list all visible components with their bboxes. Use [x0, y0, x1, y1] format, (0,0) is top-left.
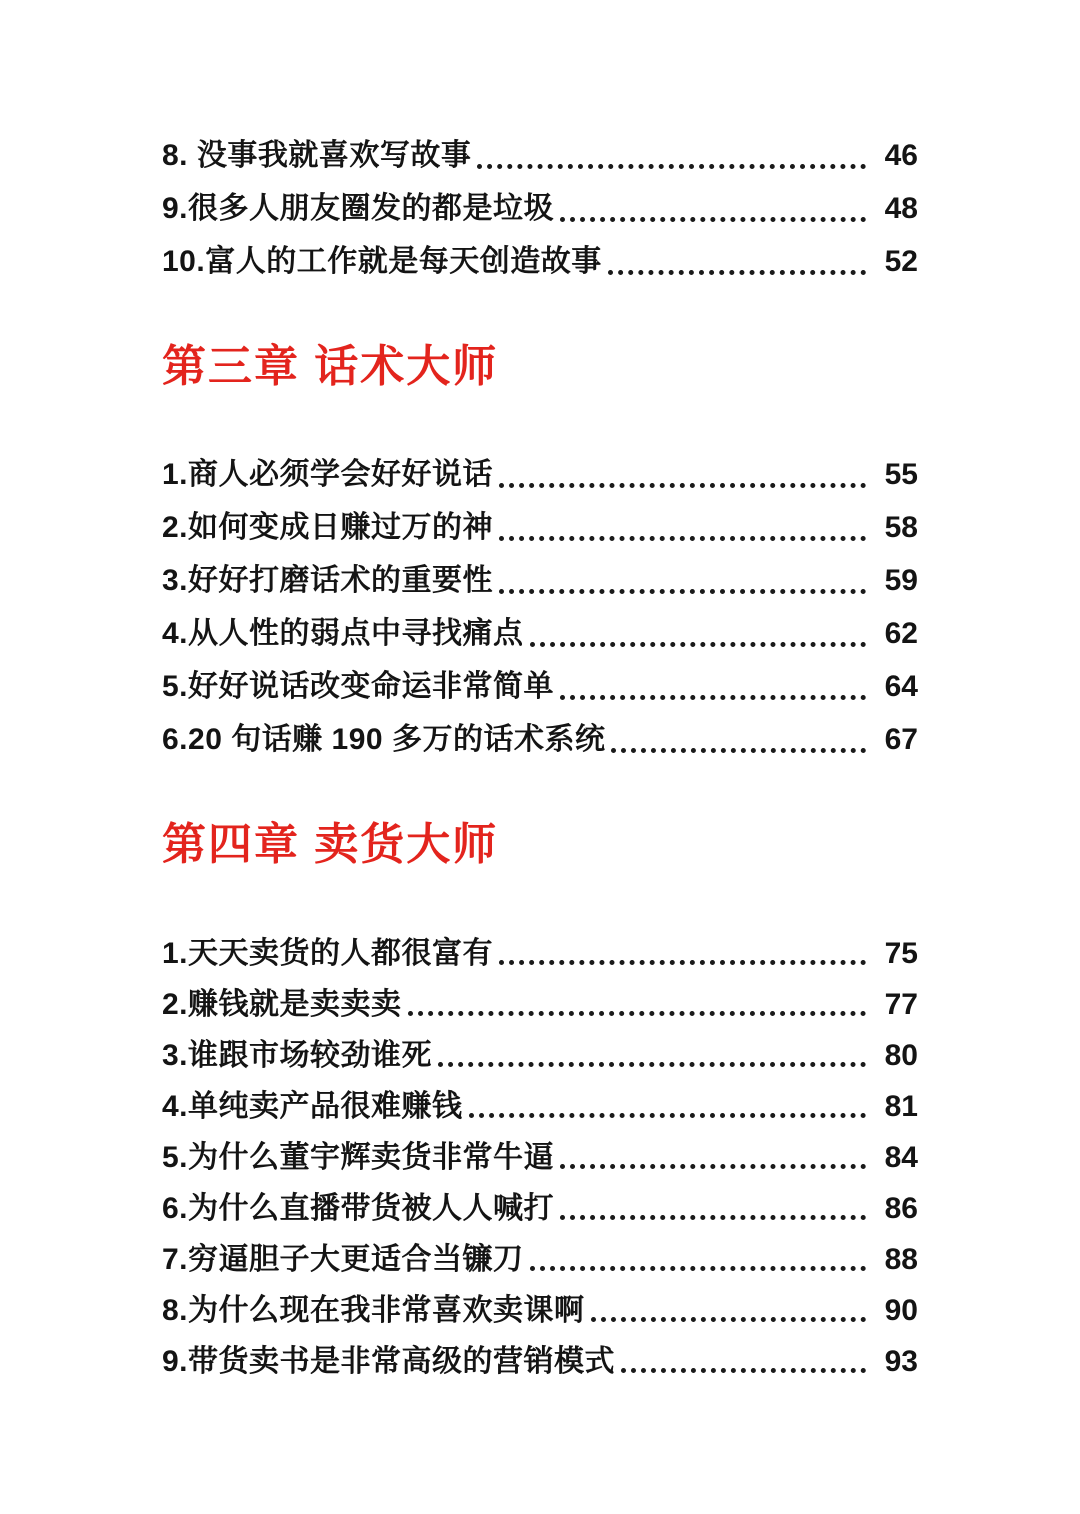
dot-leader — [530, 642, 866, 647]
dot-leader — [611, 748, 866, 753]
dot-leader — [591, 1317, 866, 1322]
dot-leader — [499, 483, 866, 488]
toc-entry-page: 58 — [884, 511, 918, 545]
toc-entry-page: 93 — [884, 1344, 918, 1378]
toc-entry-title: 6.为什么直播带货被人人喊打 — [162, 1191, 555, 1225]
toc-entry — [162, 714, 918, 767]
toc-entry-title: 1.商人必须学会好好说话 — [162, 458, 494, 492]
toc-entry-page: 90 — [884, 1293, 918, 1327]
toc-entry — [162, 1234, 918, 1285]
toc-group-chapter4 — [162, 821, 918, 1386]
dot-leader — [438, 1062, 866, 1067]
toc-entry-page: 77 — [884, 987, 918, 1021]
toc-entry-title: 3.好好打磨话术的重要性 — [162, 564, 494, 598]
toc-entry — [162, 502, 918, 555]
toc-entry — [162, 608, 918, 661]
toc-entry-title: 10.富人的工作就是每天创造故事 — [162, 245, 602, 278]
dot-leader — [469, 1113, 866, 1118]
toc-entry-title: 3.谁跟市场较劲谁死 — [162, 1038, 433, 1072]
toc-entry — [162, 183, 918, 236]
toc-entry-title: 4.单纯卖产品很难赚钱 — [162, 1089, 463, 1123]
toc-entry-page: 52 — [884, 245, 918, 278]
toc-entry — [162, 979, 918, 1030]
toc-entry-page: 86 — [884, 1191, 918, 1225]
toc-entry-title: 4.从人性的弱点中寻找痛点 — [162, 617, 524, 651]
toc-entry-page: 88 — [884, 1242, 918, 1276]
toc-entry-title: 1.天天卖货的人都很富有 — [162, 936, 494, 970]
toc-entry — [162, 1336, 918, 1387]
toc-entry-page: 55 — [884, 458, 918, 492]
dot-leader — [621, 1368, 866, 1373]
dot-leader — [499, 960, 866, 965]
dot-leader — [608, 270, 866, 275]
toc-entry — [162, 130, 918, 183]
dot-leader — [499, 536, 866, 541]
toc-entry — [162, 1285, 918, 1336]
toc-entry-title: 6.20 句话赚 190 多万的话术系统 — [162, 723, 606, 757]
dot-leader — [408, 1011, 866, 1016]
dot-leader — [560, 695, 866, 700]
toc-entry-title: 8.为什么现在我非常喜欢卖课啊 — [162, 1293, 585, 1327]
toc-entry — [162, 449, 918, 502]
toc-entry-page: 46 — [884, 139, 918, 172]
dot-leader — [530, 1266, 866, 1271]
toc-entry-page: 59 — [884, 564, 918, 598]
dot-leader — [499, 589, 866, 594]
toc-entry-page: 48 — [884, 192, 918, 225]
toc-entry — [162, 1081, 918, 1132]
toc-entry — [162, 1132, 918, 1183]
toc-group-chapter3 — [162, 343, 918, 767]
dot-leader — [560, 1215, 866, 1220]
toc-entry-title: 2.赚钱就是卖卖卖 — [162, 987, 402, 1021]
toc-entry-page: 75 — [884, 936, 918, 970]
chapter-heading: 第四章 卖货大师 — [162, 820, 499, 870]
toc-entry — [162, 928, 918, 979]
toc-entry-title: 9.带货卖书是非常高级的营销模式 — [162, 1344, 616, 1378]
toc-group-chapter2-tail — [162, 130, 918, 289]
toc-entry-title: 8. 没事我就喜欢写故事 — [162, 139, 472, 172]
toc-entry-page: 81 — [884, 1089, 918, 1123]
toc-entry-page: 84 — [884, 1140, 918, 1174]
dot-leader — [477, 164, 866, 169]
toc-entry-page: 64 — [884, 670, 918, 704]
toc-entry — [162, 555, 918, 608]
toc-entry — [162, 236, 918, 289]
dot-leader — [560, 217, 866, 222]
toc-entry-page: 62 — [884, 617, 918, 651]
dot-leader — [560, 1164, 866, 1169]
chapter-heading: 第三章 话术大师 — [162, 342, 499, 391]
toc-entry — [162, 1183, 918, 1234]
toc-entry-page: 80 — [884, 1038, 918, 1072]
toc-entry-title: 5.好好说话改变命运非常简单 — [162, 670, 555, 704]
toc-entry-title: 9.很多人朋友圈发的都是垃圾 — [162, 192, 555, 225]
toc-entry-title: 7.穷逼胆子大更适合当镰刀 — [162, 1242, 524, 1276]
toc-entry — [162, 1030, 918, 1081]
toc-entry — [162, 661, 918, 714]
toc-entry-title: 2.如何变成日赚过万的神 — [162, 511, 494, 545]
toc-entry-title: 5.为什么董宇辉卖货非常牛逼 — [162, 1140, 555, 1174]
toc-entry-page: 67 — [884, 723, 918, 757]
